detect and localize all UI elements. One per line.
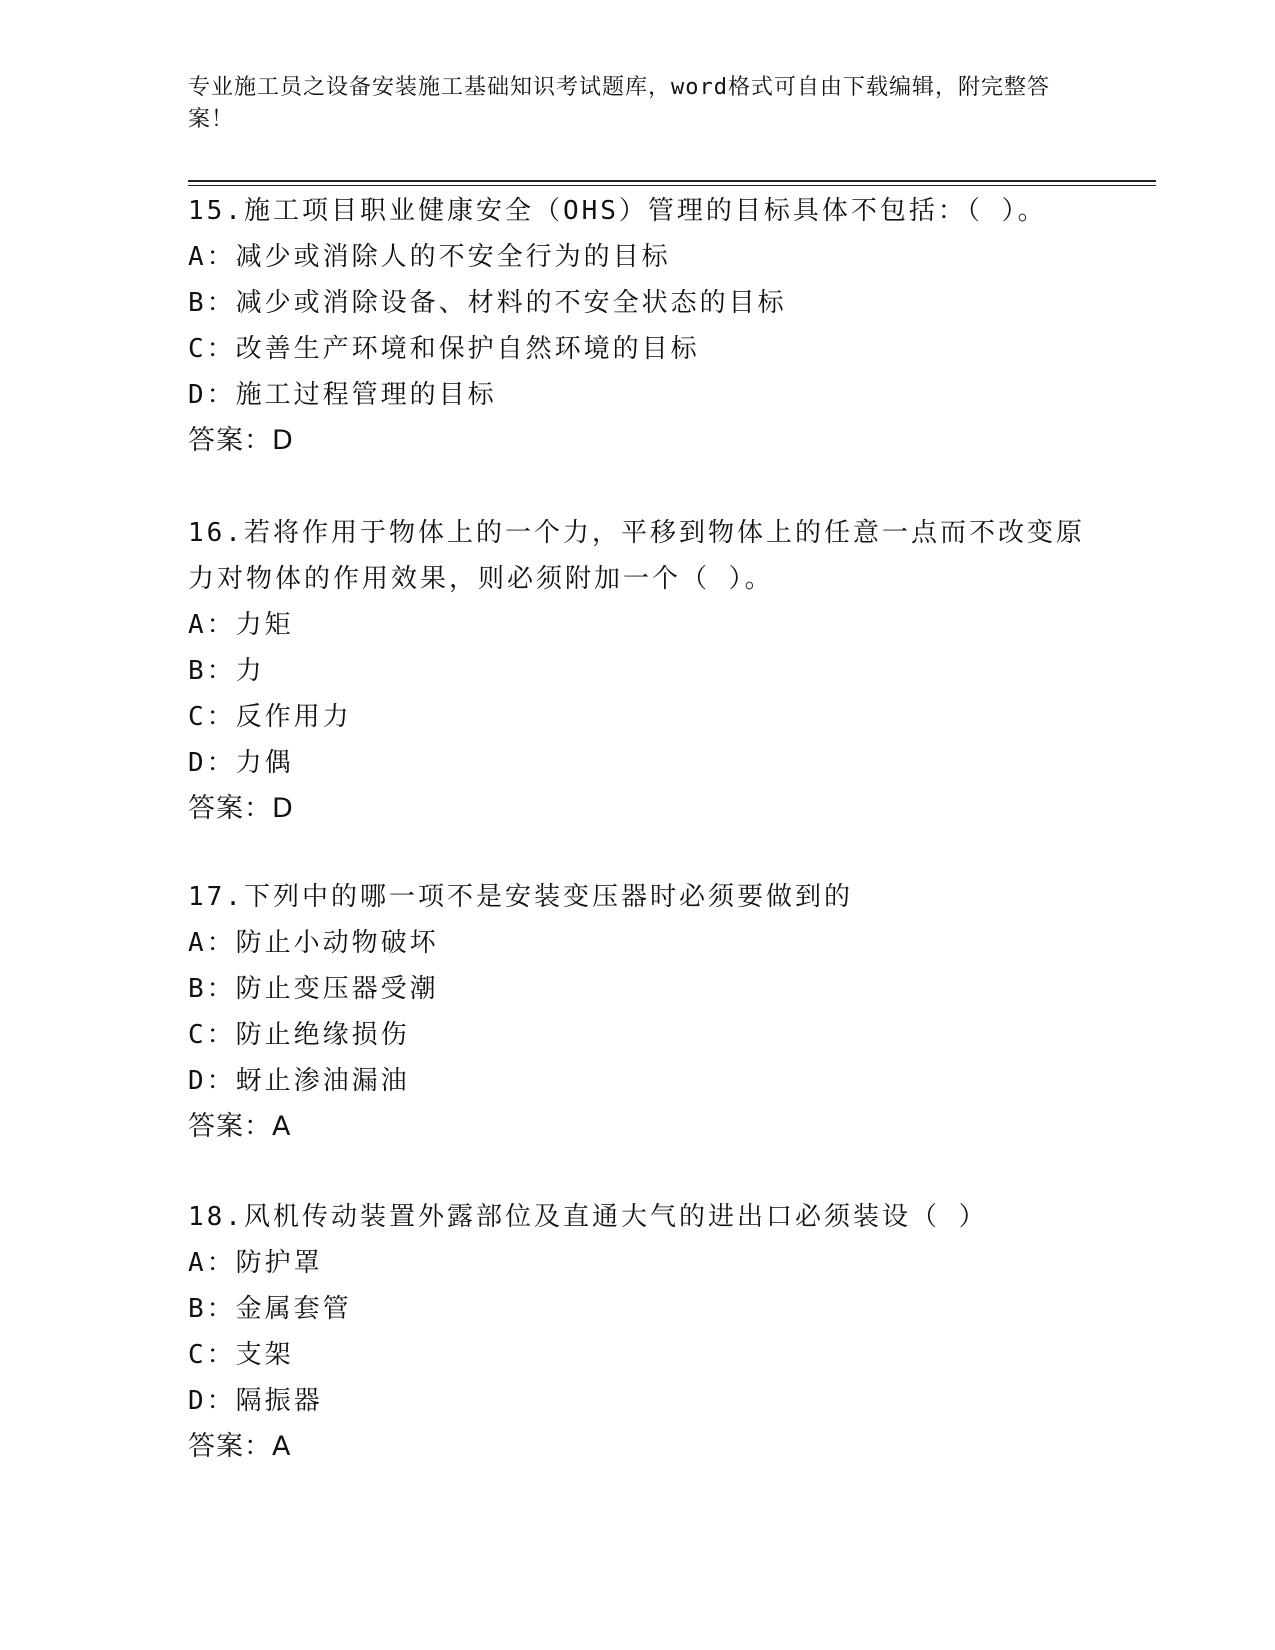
answer-label: 答案：D: [188, 425, 294, 456]
option-c: C：改善生产环境和保护自然环境的目标: [188, 334, 700, 364]
option-d: D：施工过程管理的目标: [188, 380, 497, 410]
option-b: B：防止变压器受潮: [188, 974, 439, 1004]
answer-label: 答案：A: [188, 1431, 292, 1462]
option-d: D：隔振器: [188, 1386, 323, 1416]
option-c: C：反作用力: [188, 702, 352, 732]
header-divider: [188, 180, 1156, 182]
question-17: [188, 874, 1088, 1150]
question-stem: 16.若将作用于物体上的一个力，平移到物体上的任意一点而不改变原力对物体的作用效果，则必须附加一个（ ）。: [188, 518, 1085, 594]
option-b: B：减少或消除设备、材料的不安全状态的目标: [188, 288, 787, 318]
answer-label: 答案：D: [188, 793, 294, 824]
answer-label: 答案：A: [188, 1111, 292, 1142]
option-c: C：防止绝缘损伤: [188, 1020, 410, 1050]
header-divider-thin: [188, 185, 1156, 186]
option-a: A：减少或消除人的不安全行为的目标: [188, 242, 671, 272]
option-c: C：支架: [188, 1340, 294, 1370]
option-b: B：力: [188, 656, 265, 686]
option-a: A：力矩: [188, 610, 294, 640]
question-15: [188, 188, 1088, 464]
question-stem: 17.下列中的哪一项不是安装变压器时必须要做到的: [188, 882, 853, 912]
document-header: 专业施工员之设备安装施工基础知识考试题库，word格式可自由下载编辑，附完整答案！: [188, 75, 1050, 132]
option-a: A：防护罩: [188, 1248, 323, 1278]
option-d: D：力偶: [188, 748, 294, 778]
option-a: A：防止小动物破坏: [188, 928, 439, 958]
question-stem: 18.风机传动装置外露部位及直通大气的进出口必须装设（ ）: [188, 1202, 988, 1232]
question-16: [188, 510, 1088, 832]
option-d: D：蚜止渗油漏油: [188, 1066, 410, 1096]
question-18: [188, 1194, 1088, 1470]
option-b: B：金属套管: [188, 1294, 352, 1324]
question-stem: 15.施工项目职业健康安全（OHS）管理的目标具体不包括：（ ）。: [188, 196, 1047, 226]
